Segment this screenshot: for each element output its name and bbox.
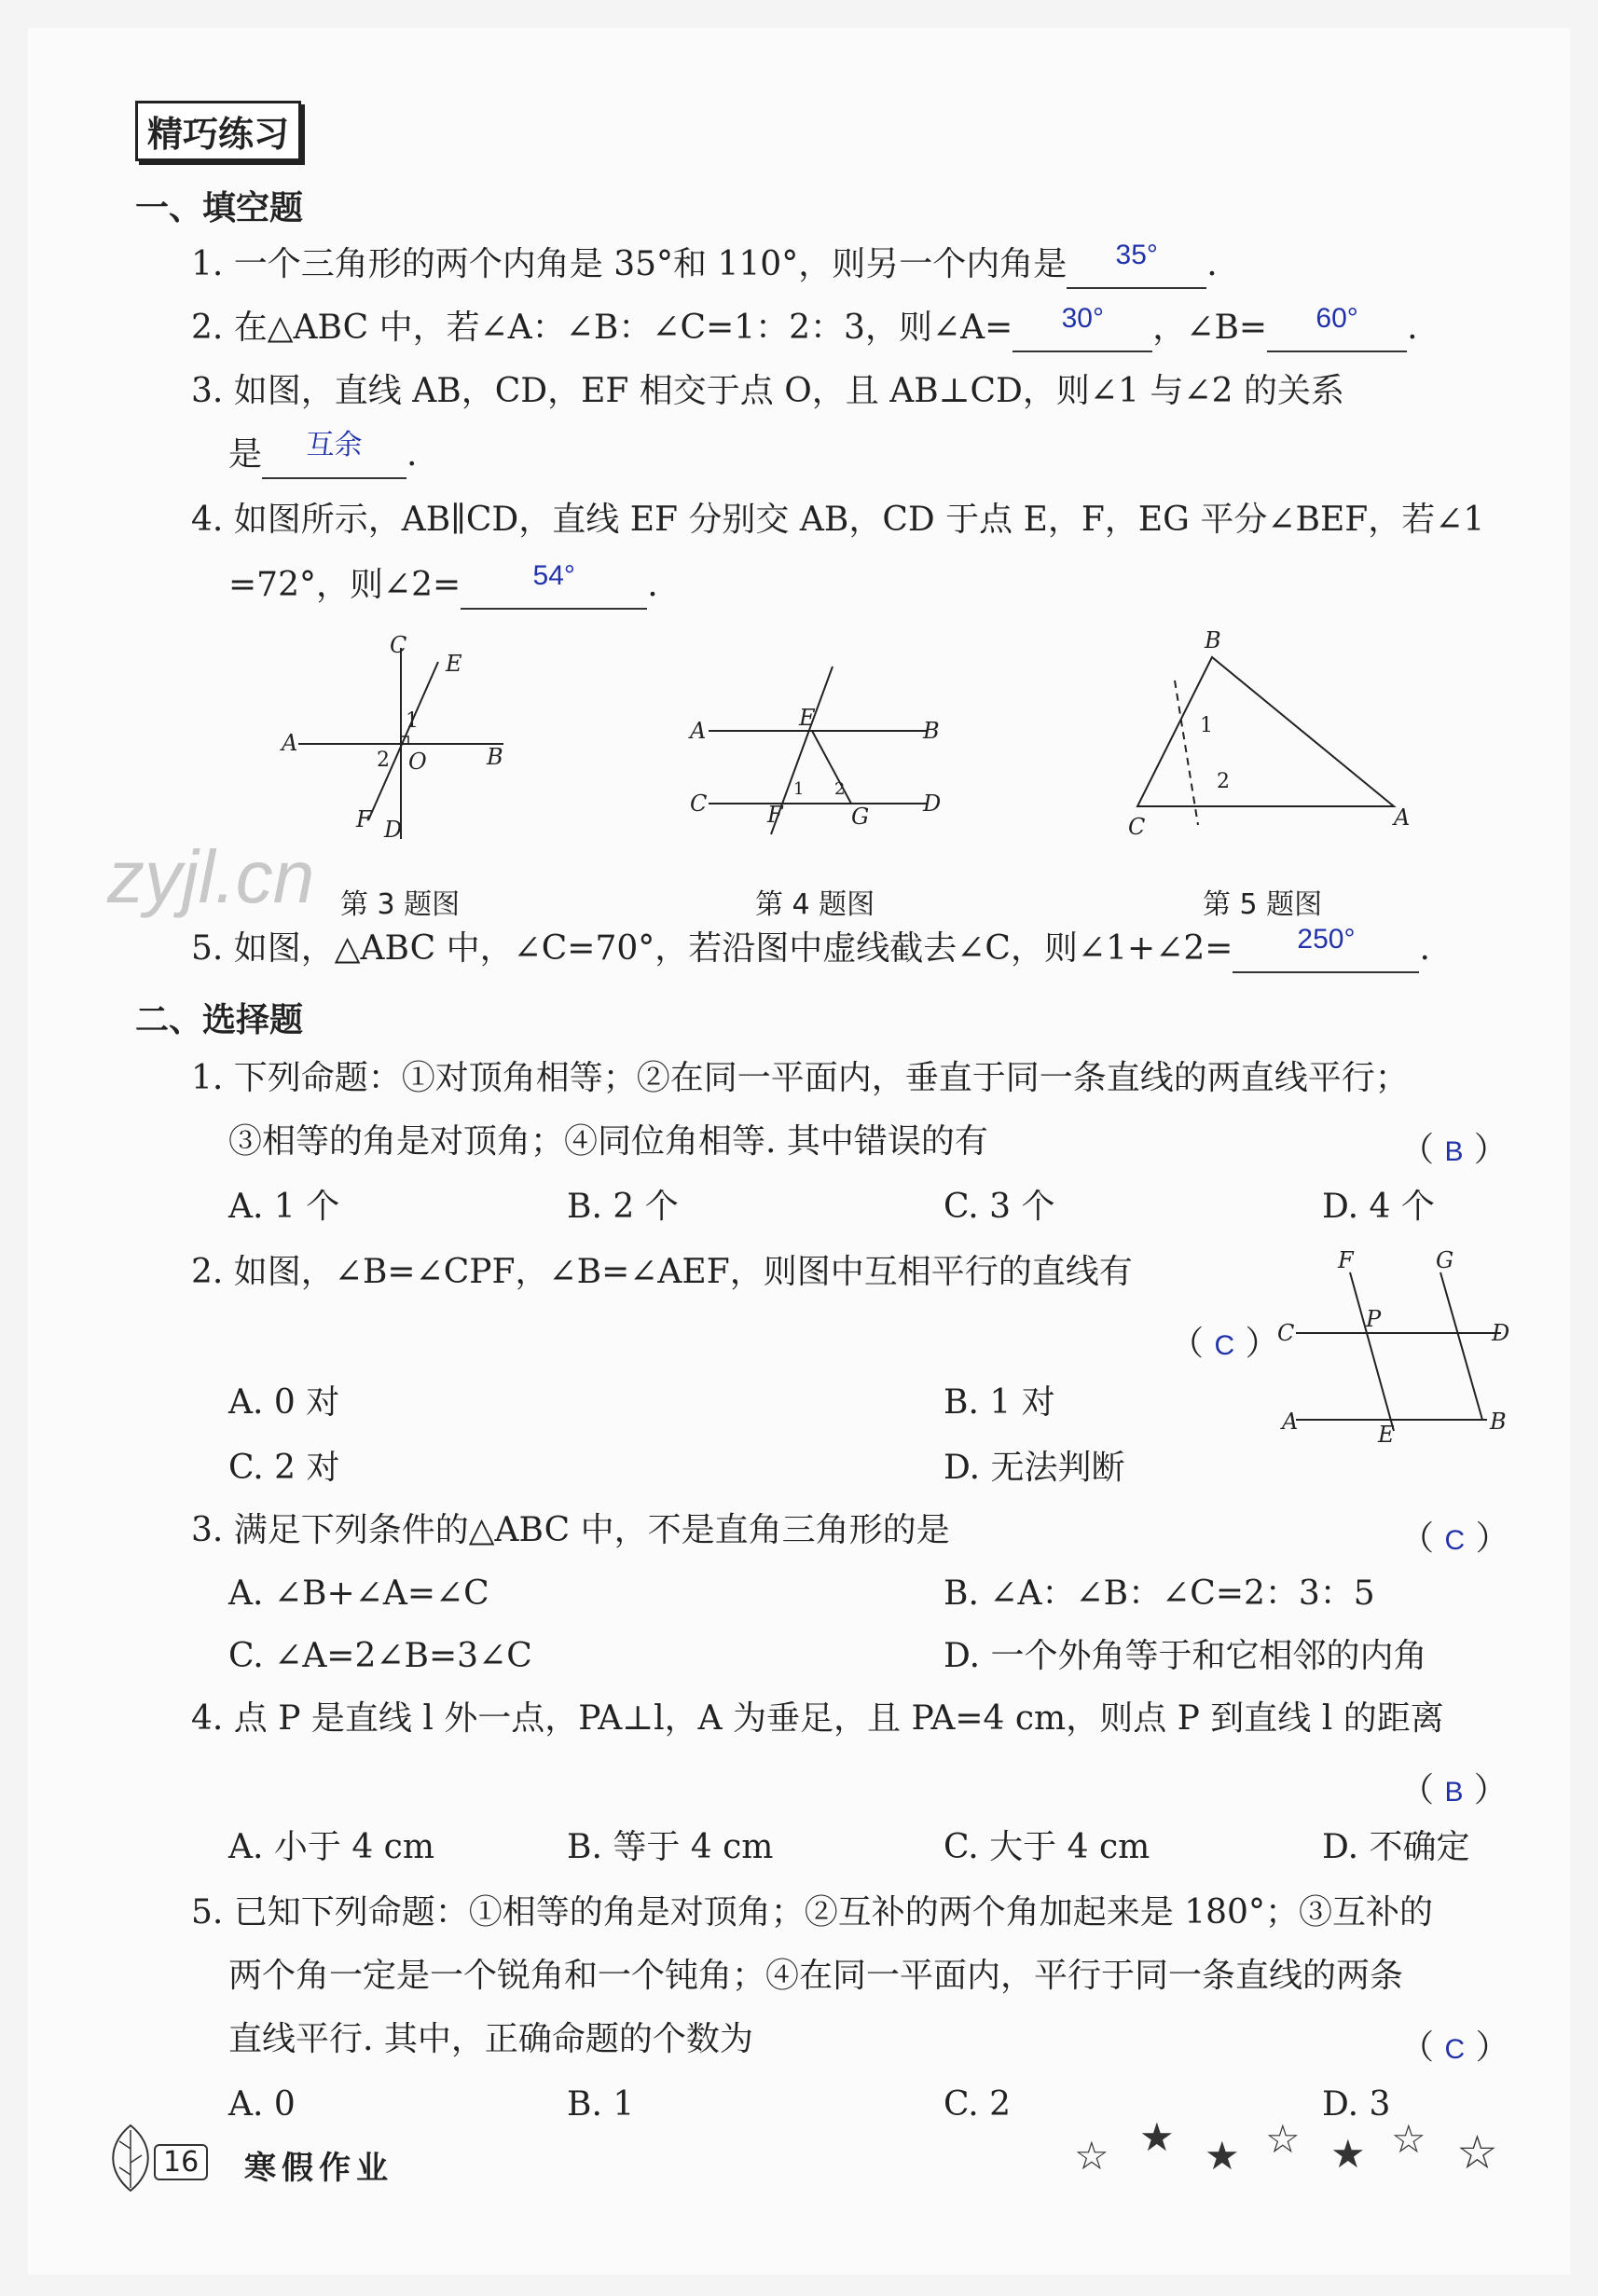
section1-heading: 一、填空题 — [135, 189, 304, 227]
figure-5 — [1109, 620, 1426, 853]
mc-q4-option-b: B. 等于 4 cm — [567, 1828, 774, 1866]
fill-q3-line1: 3. 如图，直线 AB，CD，EF 相交于点 O，且 AB⊥CD，则∠1 与∠2 的关系 — [191, 372, 1344, 410]
period: . — [1407, 309, 1418, 347]
fill-q2 — [191, 303, 1418, 352]
fig5-label-b: B — [1205, 627, 1221, 653]
fill-q2-answer-b: 60° — [1316, 303, 1358, 334]
mc-q1-option-a: A. 1 个 — [228, 1188, 340, 1226]
mc-q5-answer: C — [1444, 2034, 1466, 2065]
period: . — [1206, 245, 1218, 283]
fill-q1-text: 1. 一个三角形的两个内角是 35°和 110°，则另一个内角是 — [191, 245, 1068, 283]
fig4-angle-2: 2 — [834, 779, 846, 799]
mc-q5-line3: 直线平行. 其中，正确命题的个数为 — [228, 2020, 753, 2058]
fig5-angle-2: 2 — [1217, 770, 1230, 793]
fig4-label-c: C — [690, 791, 708, 817]
fill-q3-blank — [262, 430, 406, 479]
fill-q1 — [191, 240, 1218, 289]
fig3-label-a: A — [282, 730, 298, 756]
mc-q3-option-a: A. ∠B+∠A=∠C — [228, 1574, 489, 1613]
mc-q4-option-a: A. 小于 4 cm — [228, 1828, 434, 1866]
figure-3 — [280, 634, 531, 848]
fill-q4-line2 — [228, 560, 658, 610]
fig5-label-c: C — [1128, 814, 1146, 840]
star-outline-icon: ☆ — [1391, 2116, 1426, 2162]
fill-q4-blank — [461, 560, 647, 610]
mc-q4-answer: B — [1444, 1777, 1464, 1808]
mc-q2-label-d: D — [1492, 1320, 1510, 1346]
fill-q5-answer: 250° — [1297, 924, 1356, 955]
mc-q3-option-b: B. ∠A：∠B：∠C=2：3：5 — [944, 1574, 1375, 1613]
star-outline-icon: ☆ — [1074, 2133, 1109, 2179]
fill-q5-text: 5. 如图，△ABC 中，∠C=70°，若沿图中虚线截去∠C，则∠1+∠2= — [191, 929, 1233, 968]
leaf-decoration-icon — [103, 2121, 158, 2195]
mc-q3-option-c: C. ∠A=2∠B=3∠C — [228, 1637, 532, 1675]
period: . — [406, 435, 418, 474]
mc-q2-label-g: G — [1436, 1247, 1454, 1273]
mc-q5-option-d: D. 3 — [1322, 2085, 1391, 2124]
star-filled-icon: ★ — [1330, 2131, 1366, 2177]
page-number: 16 — [154, 2144, 208, 2180]
fill-q3-prefix: 是 — [228, 435, 263, 474]
fill-q1-blank — [1067, 240, 1206, 289]
watermark: zyjl.cn — [107, 835, 315, 918]
fig3-label-o: O — [408, 749, 427, 775]
fig3-angle-2: 2 — [377, 749, 390, 772]
fig3-label-e: E — [446, 651, 462, 677]
mc-q1-line2: ③相等的角是对顶角；④同位角相等. 其中错误的有 — [228, 1122, 988, 1161]
footer-title: 寒假作业 — [244, 2150, 393, 2187]
star-outline-icon: ☆ — [1456, 2125, 1498, 2179]
fill-q5 — [191, 924, 1430, 973]
fill-q2-blank-a — [1013, 303, 1152, 352]
mc-q2-answer-box: （ C ） — [1170, 1325, 1279, 1363]
section-title-box: 精巧练习 — [135, 101, 301, 161]
mc-q1-option-c: C. 3 个 — [944, 1188, 1055, 1226]
mc-q5-option-c: C. 2 — [944, 2085, 1012, 2124]
mc-q2-label-b: B — [1490, 1409, 1507, 1435]
mc-q3-answer: C — [1444, 1525, 1466, 1556]
fig4-label-e: E — [799, 705, 816, 731]
fig3-caption: 第 3 题图 — [340, 888, 461, 921]
mc-q1-option-d: D. 4 个 — [1322, 1188, 1435, 1226]
section2-heading: 二、选择题 — [135, 1001, 304, 1039]
fig3-label-c: C — [390, 634, 407, 658]
mc-q2-line1: 2. 如图，∠B=∠CPF，∠B=∠AEF，则图中互相平行的直线有 — [191, 1253, 1133, 1291]
mc-q4-answer-box: （ B ） — [1400, 1771, 1508, 1809]
fig5-angle-1: 1 — [1200, 714, 1213, 737]
fill-q2-blank-b — [1267, 303, 1407, 352]
fill-q3-line2 — [228, 430, 418, 479]
mc-q2-label-a: A — [1282, 1409, 1299, 1435]
fig4-angle-1: 1 — [793, 779, 805, 799]
mc-q2-label-c: C — [1277, 1320, 1295, 1346]
fig4-label-f: F — [767, 802, 783, 828]
fill-q1-answer: 35° — [1115, 240, 1158, 270]
fill-q4-prefix: =72°，则∠2= — [228, 566, 461, 604]
mc-q5-option-a: A. 0 — [228, 2085, 296, 2124]
mc-q4-line1: 4. 点 P 是直线 l 外一点，PA⊥l，A 为垂足，且 PA=4 cm，则点 P 到直线 l 的距离 — [191, 1699, 1444, 1738]
mc-q3-answer-box: （ C ） — [1400, 1519, 1509, 1558]
star-filled-icon: ★ — [1139, 2114, 1175, 2160]
mc-q2-answer: C — [1214, 1330, 1235, 1361]
fig5-caption: 第 5 题图 — [1203, 888, 1323, 921]
mc-q2-label-p: P — [1366, 1306, 1382, 1332]
mc-q2-figure — [1277, 1244, 1520, 1445]
mc-q2-option-d: D. 无法判断 — [944, 1449, 1125, 1487]
fig3-label-f: F — [356, 806, 372, 832]
fill-q5-blank — [1233, 924, 1419, 973]
mc-q4-option-d: D. 不确定 — [1322, 1828, 1470, 1866]
period: . — [1419, 929, 1430, 968]
mc-q3-line1: 3. 满足下列条件的△ABC 中，不是直角三角形的是 — [191, 1511, 950, 1549]
mc-q4-option-c: C. 大于 4 cm — [944, 1828, 1150, 1866]
mc-q1-answer-box: （ B ） — [1400, 1131, 1508, 1169]
fill-q3-answer: 互余 — [306, 430, 363, 461]
fig4-caption: 第 4 题图 — [755, 888, 875, 921]
mc-q5-line1: 5. 已知下列命题：①相等的角是对顶角；②互补的两个角加起来是 180°；③互补的 — [191, 1893, 1433, 1932]
mc-q1-line1: 1. 下列命题：①对顶角相等；②在同一平面内，垂直于同一条直线的两直线平行； — [191, 1059, 1409, 1097]
fig3-label-b: B — [487, 744, 503, 770]
fig4-label-b: B — [923, 718, 940, 744]
fill-q2-text-a: 2. 在△ABC 中，若∠A：∠B：∠C=1：2：3，则∠A= — [191, 309, 1013, 347]
mc-q2-label-f: F — [1338, 1247, 1354, 1273]
mc-q2-option-c: C. 2 对 — [228, 1449, 340, 1487]
fill-q4-answer: 54° — [532, 560, 575, 591]
fill-q4-line1: 4. 如图所示，AB∥CD，直线 EF 分别交 AB，CD 于点 E，F，EG 平分∠BEF，若∠1 — [191, 501, 1485, 539]
fill-q2-answer-a: 30° — [1061, 303, 1104, 334]
mc-q1-answer: B — [1444, 1136, 1464, 1167]
mc-q2-option-b: B. 1 对 — [944, 1383, 1055, 1422]
mc-q3-option-d: D. 一个外角等于和它相邻的内角 — [944, 1637, 1427, 1675]
fig3-label-d: D — [384, 817, 403, 843]
mc-q5-option-b: B. 1 — [567, 2085, 635, 2124]
fig5-label-a: A — [1394, 804, 1411, 831]
star-filled-icon: ★ — [1205, 2133, 1240, 2179]
mc-q2-option-a: A. 0 对 — [228, 1383, 340, 1422]
fig4-label-g: G — [851, 804, 870, 830]
period: . — [647, 566, 658, 604]
fig4-label-a: A — [690, 718, 707, 744]
mc-q2-label-e: E — [1378, 1422, 1395, 1445]
mc-q5-line2: 两个角一定是一个锐角和一个钝角；④在同一平面内，平行于同一条直线的两条 — [228, 1957, 1404, 1995]
star-outline-icon: ☆ — [1265, 2116, 1301, 2162]
fig4-label-d: D — [923, 791, 942, 817]
fig3-angle-1: 1 — [406, 709, 419, 733]
mc-q1-option-b: B. 2 个 — [567, 1188, 679, 1226]
fill-q2-text-b: ，∠B= — [1152, 309, 1268, 347]
mc-q5-answer-box: （ C ） — [1400, 2028, 1509, 2067]
figure-4 — [685, 653, 965, 848]
